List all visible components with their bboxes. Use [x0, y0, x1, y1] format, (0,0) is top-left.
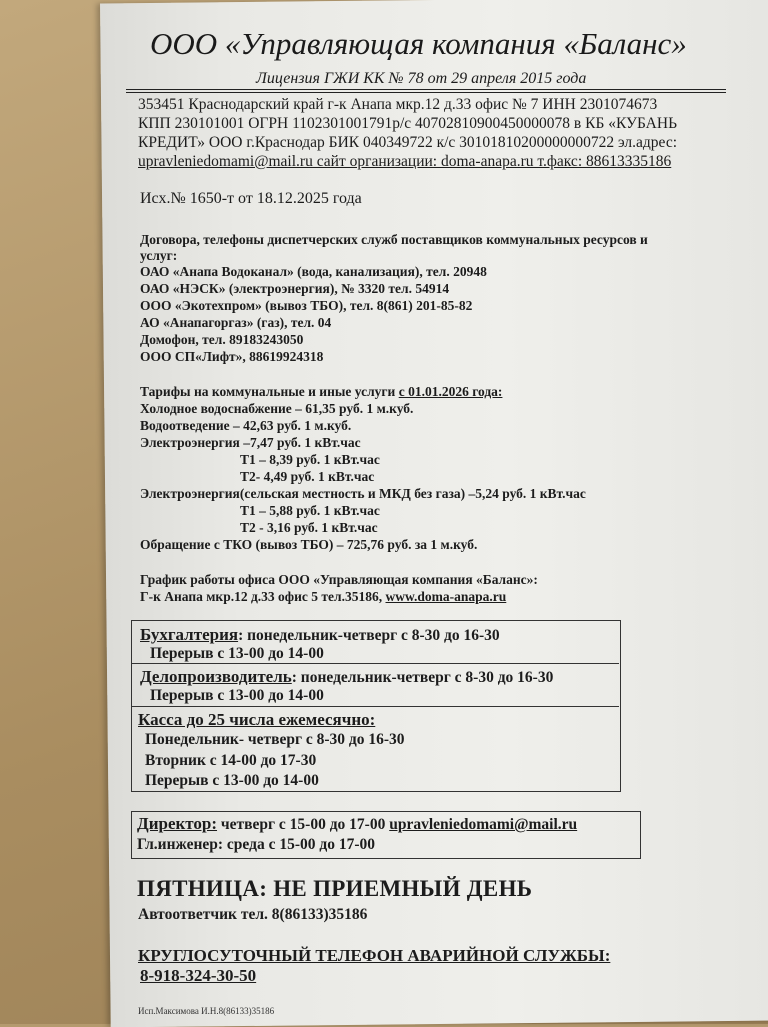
tariff-line: Т1 – 5,88 руб. 1 кВт.час: [240, 503, 380, 518]
clerk-break: Перерыв с 13-00 до 14-00: [150, 687, 324, 704]
website-link[interactable]: www.doma-anapa.ru: [385, 589, 507, 604]
friday-notice: ПЯТНИЦА: НЕ ПРИЕМНЫЙ ДЕНЬ: [137, 876, 533, 901]
accounting-break: Перерыв с 13-00 до 14-00: [150, 645, 324, 662]
emergency-phone: 8-918-324-30-50: [140, 966, 257, 985]
tariff-line: Т2- 4,49 руб. 1 кВт.час: [240, 469, 375, 484]
tariff-line: Обращение с ТКО (вывоз ТБО) – 725,76 руб. за 1 м.куб.: [140, 537, 478, 552]
footer-executor: Исп.Максимова И.Н.8(86133)35186: [138, 1006, 275, 1016]
contact-item: ОАО «Анапа Водоканал» (вода, канализация), тел. 20948: [140, 264, 487, 279]
cashier-label: Касса до 25 числа ежемесячно:: [138, 710, 376, 729]
director-label: Директор:: [137, 814, 218, 833]
cashier-line: Понедельник- четверг с 8-30 до 16-30: [145, 731, 405, 748]
contacts-heading-2: услуг:: [140, 248, 178, 263]
requisites-line-1: 353451 Краснодарский край г-к Анапа мкр.12 д.33 офис № 7 ИНН 2301074673: [138, 96, 658, 113]
contact-item: АО «Анапагоргаз» (газ), тел. 04: [140, 315, 332, 330]
requisites-line-3: КРЕДИТ» ООО г.Краснодар БИК 040349722 к/с 30101810200000000722 эл.адрес:: [138, 134, 678, 151]
contact-item: Домофон, тел. 89183243050: [140, 332, 304, 347]
box-divider: [131, 706, 619, 707]
tariffs-heading: [140, 384, 502, 400]
header-rule: [126, 89, 726, 90]
tariff-line: Электроэнергия –7,47 руб. 1 кВт.час: [140, 435, 361, 450]
contact-item: ОАО «НЭСК» (электроэнергия), № 3320 тел. 54914: [140, 281, 450, 296]
emergency-label: КРУГЛОСУТОЧНЫЙ ТЕЛЕФОН АВАРИЙНОЙ СЛУЖБЫ:: [138, 946, 611, 965]
clerk-row: [140, 667, 553, 687]
cashier-line: Вторник с 14-00 до 17-30: [145, 752, 317, 769]
accounting-label: Бухгалтерия: [140, 625, 239, 644]
contact-item: ООО «Экотехпром» (вывоз ТБО), тел. 8(861) 201-85-82: [140, 298, 473, 313]
schedule-address: Г-к Анапа мкр.12 д.33 офис 5 тел.35186,: [140, 589, 386, 604]
tariff-line: Водоотведение – 42,63 руб. 1 м.куб.: [140, 418, 352, 433]
tariff-line: Электроэнергия(сельская местность и МКД без газа) –5,24 руб. 1 кВт.час: [140, 486, 586, 501]
clerk-hours: : понедельник-четверг с 8-30 до 16-30: [291, 669, 554, 686]
header-rule-2: [126, 92, 726, 93]
contact-item: ООО СП«Лифт», 88619924318: [140, 349, 324, 364]
box-divider: [131, 663, 619, 664]
tariff-line: Т2 - 3,16 руб. 1 кВт.час: [240, 520, 378, 535]
schedule-line-2: [140, 589, 506, 605]
tariff-line: Т1 – 8,39 руб. 1 кВт.час: [240, 452, 380, 467]
director-row: [137, 814, 577, 834]
tariffs-heading-date: с 01.01.2026 года:: [398, 384, 503, 399]
clerk-label: Делопроизводитель: [140, 667, 292, 686]
tariff-line: Холодное водоснабжение – 61,35 руб. 1 м.куб.: [140, 401, 414, 416]
license-line: Лицензия ГЖИ КК № 78 от 29 апреля 2015 года: [256, 70, 587, 87]
autoanswer-phone: Автоответчик тел. 8(86133)35186: [138, 906, 368, 923]
accounting-hours: : понедельник-четверг с 8-30 до 16-30: [238, 627, 500, 644]
director-email[interactable]: upravleniedomami@mail.ru: [389, 816, 578, 833]
reference-number: Исх.№ 1650-т от 18.12.2025 года: [140, 190, 362, 207]
director-hours: четверг с 15-00 до 17-00: [217, 816, 390, 833]
company-title: ООО «Управляющая компания «Баланс»: [150, 26, 687, 61]
requisites-line-2: КПП 230101001 ОГРН 1102301001791р/с 40702810900450000078 в КБ «КУБАНЬ: [138, 115, 677, 132]
schedule-line-1: График работы офиса ООО «Управляющая компания «Баланс»:: [140, 572, 538, 587]
engineer-row: Гл.инженер: среда с 15-00 до 17-00: [137, 836, 375, 853]
tariffs-heading-prefix: Тарифы на коммунальные и иные услуги: [140, 384, 399, 399]
cashier-line: Перерыв с 13-00 до 14-00: [145, 772, 319, 789]
contacts-heading-1: Договора, телефоны диспетчерских служб поставщиков коммунальных ресурсов и: [140, 232, 648, 247]
requisites-line-4: upravleniedomami@mail.ru сайт организации: doma-anapa.ru т.факс: 88613335186: [138, 153, 672, 170]
accounting-row: [140, 625, 500, 645]
